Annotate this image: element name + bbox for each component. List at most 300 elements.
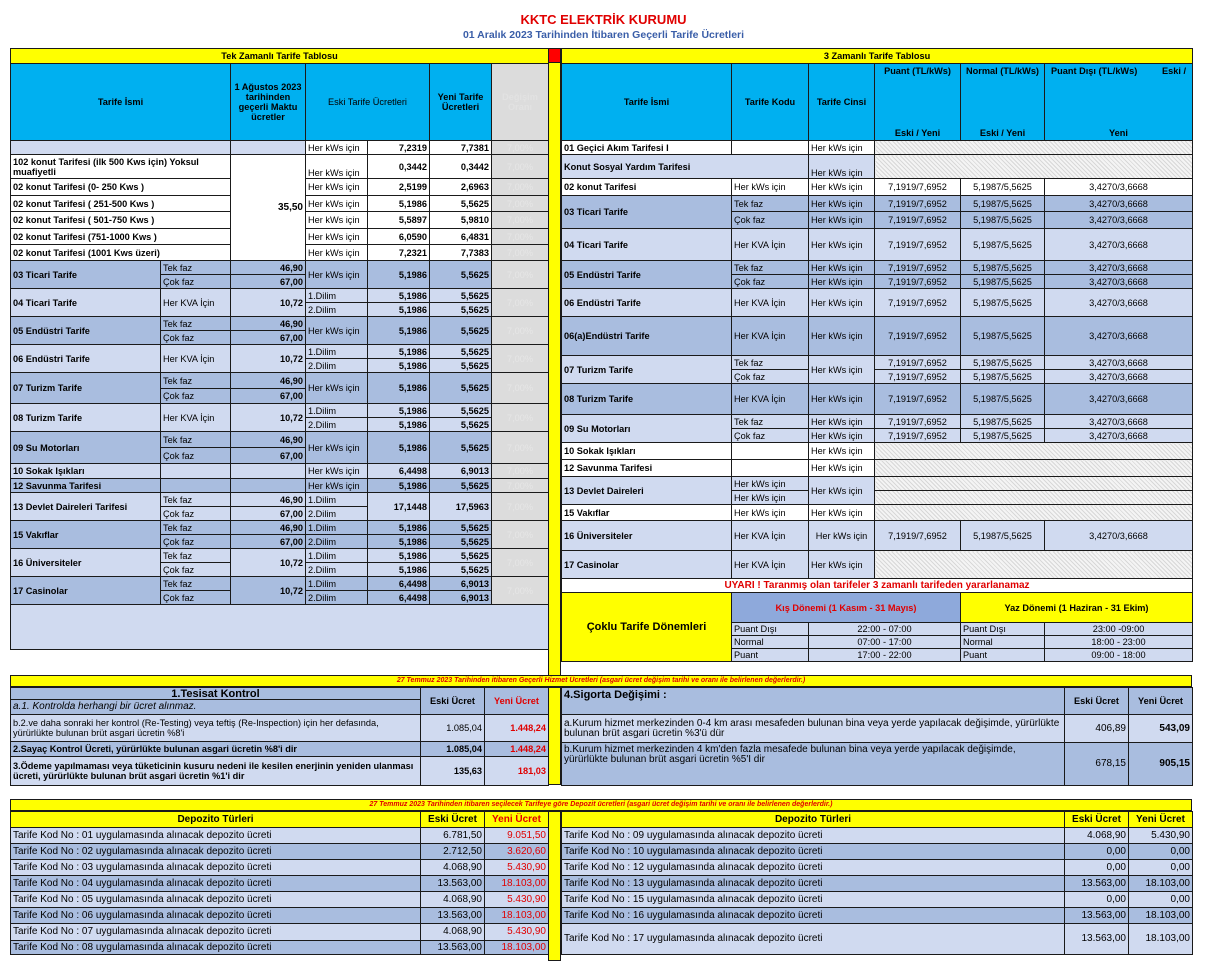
divider-marker <box>548 48 561 63</box>
new-fee: 3.620,60 <box>485 844 549 860</box>
tariff-name: 06(a)Endüstri Tarife <box>562 317 732 356</box>
new-value: 6,9013 <box>430 591 492 605</box>
unit: Her kWs için <box>306 196 368 212</box>
phase: Çok faz <box>161 389 231 404</box>
winter-period-time: 17:00 - 22:00 <box>809 649 961 662</box>
old-value: 5,1986 <box>368 373 430 404</box>
tier: 2.Dilim <box>306 418 368 432</box>
fuse-change-table <box>561 687 1193 786</box>
normal-value: 5,1987/5,5625 <box>961 317 1045 356</box>
tariff-name: 07 Turizm Tarife <box>11 373 161 404</box>
service-note: 27 Temmuz 2023 Tarihinden itibaren Geçerli Hizmet Ücretleri (asgari ücret değişim tarihi ve oranı ile belirlenen değerlerdir.) <box>10 675 1192 687</box>
fixed-fee: 35,50 <box>231 155 306 261</box>
ghost-cell: 7,00% <box>492 373 549 404</box>
old-value: 5,1986 <box>368 261 430 289</box>
deposit-note: 27 Temmuz 2023 Tarihinden itibaren seçilecek Tarifeye göre Depozit ücretleri (asgari ücret değişim tarihi ve oranı ile belirlenen değerlerdir.) <box>10 799 1192 811</box>
deposit-name: Tarife Kod No : 03 uygulamasında alınacak depozito ücreti <box>11 860 421 876</box>
old-value: 6,4498 <box>368 591 430 605</box>
ghost-cell: 7,00% <box>492 549 549 577</box>
blank <box>11 605 549 650</box>
unit: Her kWs için <box>809 356 875 384</box>
unit: Her KVA İçin <box>732 229 809 261</box>
new-fee: 18.103,00 <box>1129 908 1193 924</box>
col-header-normal <box>961 64 1045 141</box>
col-new: Yeni Ücret <box>1129 688 1193 715</box>
old-value: 2,5199 <box>368 179 430 196</box>
new-value: 5,5625 <box>430 303 492 317</box>
fixed-fee: 67,00 <box>231 535 306 549</box>
fixed-fee: 10,72 <box>231 549 306 577</box>
old-value: 6,0590 <box>368 229 430 245</box>
phase: Çok faz <box>161 331 231 345</box>
new-value: 0,3442 <box>430 155 492 179</box>
fixed-fee: 46,90 <box>231 521 306 535</box>
col-header-name: Tarife İsmi <box>562 64 732 141</box>
unit: Her kWs için <box>306 179 368 196</box>
fixed-fee: 10,72 <box>231 289 306 317</box>
old-new-label: Eski / Yeni <box>979 128 1026 138</box>
ghost-cell: 7,00% <box>492 289 549 317</box>
unit: Her kWs için <box>306 432 368 464</box>
single-table-title: Tek Zamanlı Tarife Tablosu <box>11 49 549 64</box>
normal-value: 5,1987/5,5625 <box>961 196 1045 212</box>
unit: Her kWs için <box>306 212 368 229</box>
offpeak-value: 3,4270/3,6668 <box>1045 196 1193 212</box>
warning-text: UYARI ! Taranmış olan tarifeler 3 zamanlı tarifeden yararlanamaz <box>562 579 1193 593</box>
hatched-cell <box>875 141 1193 155</box>
puant-value: 7,1919/7,6952 <box>875 415 961 429</box>
fixed-fee: 10,72 <box>231 577 306 605</box>
col-old: Eski Ücret <box>421 812 485 828</box>
unit: Her KVA İçin <box>732 289 809 317</box>
phase: Çok faz <box>161 507 231 521</box>
new-value: 17,5963 <box>430 493 492 521</box>
hatched-cell <box>875 551 1193 579</box>
offpeak-value: 3,4270/3,6668 <box>1045 429 1193 443</box>
old-fee: 135,63 <box>421 757 485 786</box>
tier: 1.Dilim <box>306 289 368 303</box>
tier: 2.Dilim <box>306 303 368 317</box>
tariff-name: 05 Endüstri Tarife <box>562 261 732 289</box>
deposit-name: Tarife Kod No : 06 uygulamasında alınacak depozito ücreti <box>11 908 421 924</box>
ghost-cell: 7,00% <box>492 155 549 179</box>
phase: Tek faz <box>161 521 231 535</box>
fixed-fee: 10,72 <box>231 345 306 373</box>
tariff-name: 10 Sokak Işıkları <box>562 443 732 460</box>
offpeak-value: 3,4270/3,6668 <box>1045 179 1193 196</box>
new-value: 5,5625 <box>430 432 492 464</box>
phase: Tek faz <box>161 261 231 275</box>
fixed-fee: 67,00 <box>231 507 306 521</box>
old-value: 5,1986 <box>368 549 430 563</box>
old-value: 5,1986 <box>368 521 430 535</box>
tariff-name: 02 konut Tarifesi (0- 250 Kws ) <box>11 179 231 196</box>
unit: Her kWs için <box>306 245 368 261</box>
phase: Tek faz <box>161 373 231 389</box>
offpeak-value: 3,4270/3,6668 <box>1045 261 1193 275</box>
normal-value: 5,1987/5,5625 <box>961 356 1045 370</box>
deposit-table-right <box>561 811 1193 955</box>
fixed-fee: 67,00 <box>231 389 306 404</box>
new-fee: 5.430,90 <box>1129 828 1193 844</box>
phase: Çok faz <box>161 275 231 289</box>
deposit-name: Tarife Kod No : 08 uygulamasında alınacak depozito ücreti <box>11 941 421 955</box>
hatched-cell <box>875 477 1193 491</box>
winter-period-label: Puant <box>732 649 809 662</box>
old-value: 5,1986 <box>368 317 430 345</box>
new-value: 6,4831 <box>430 229 492 245</box>
ghost-cell: 7,00% <box>492 493 549 521</box>
ghost-cell: 7,00% <box>492 141 549 155</box>
col-header-puant <box>875 64 961 141</box>
winter-period-time: 07:00 - 17:00 <box>809 636 961 649</box>
triple-tariff-table <box>561 48 1193 662</box>
old-fee: 13.563,00 <box>1065 908 1129 924</box>
tariff-name: 08 Turizm Tarife <box>562 384 732 415</box>
col-new: Yeni Ücret <box>485 688 549 715</box>
puant-value: 7,1919/7,6952 <box>875 212 961 229</box>
tariff-name: 01 Geçici Akım Tarifesi I <box>562 141 732 155</box>
fixed-fee: 67,00 <box>231 275 306 289</box>
deposit-name: Tarife Kod No : 16 uygulamasında alınacak depozito ücreti <box>562 908 1065 924</box>
ghost-cell: 7,00% <box>492 317 549 345</box>
periods-title: Çoklu Tarife Dönemleri <box>562 593 732 662</box>
item-4b: b.Kurum hizmet merkezinden 4 km'den fazla mesafede bulunan bina veya yerde yapılacak değişimde, yürürlükte bulunan brüt asgari ücretin %5'I dir <box>562 743 1065 786</box>
tariff-name: 16 Üniversiteler <box>11 549 161 577</box>
new-fee: 905,15 <box>1129 743 1193 786</box>
unit: Her kWs için <box>809 415 875 429</box>
tariff-name: 08 Turizm Tarife <box>11 404 161 432</box>
old-value: 5,1986 <box>368 359 430 373</box>
phase: Tek faz <box>161 549 231 563</box>
col-new: Yeni Ücret <box>485 812 549 828</box>
old-fee: 0,00 <box>1065 892 1129 908</box>
old-value: 5,5897 <box>368 212 430 229</box>
old-fee: 1.085,04 <box>421 742 485 757</box>
fixed-fee: 67,00 <box>231 448 306 464</box>
blank <box>231 141 306 155</box>
tariff-name: 02 konut Tarifesi ( 501-750 Kws ) <box>11 212 231 229</box>
fixed-fee: 46,90 <box>231 261 306 275</box>
new-label: Yeni <box>1109 128 1128 138</box>
offpeak-value: 3,4270/3,6668 <box>1045 384 1193 415</box>
tariff-name: Konut Sosyal Yardım Tarifesi <box>562 155 809 179</box>
new-fee: 0,00 <box>1129 860 1193 876</box>
ghost-cell: 7,00% <box>492 345 549 373</box>
unit: Her kWs için <box>809 384 875 415</box>
tier: 1.Dilim <box>306 577 368 591</box>
new-value: 5,5625 <box>430 549 492 563</box>
deposit-name: Tarife Kod No : 01 uygulamasında alınacak depozito ücreti <box>11 828 421 844</box>
tariff-name: 09 Su Motorları <box>11 432 161 464</box>
unit: Her KVA İçin <box>732 317 809 356</box>
unit: Her kWs için <box>809 261 875 275</box>
summer-period-label: Puant Dışı <box>961 623 1045 636</box>
col-new: Yeni Ücret <box>1129 812 1193 828</box>
new-value: 5,9810 <box>430 212 492 229</box>
new-value: 5,5625 <box>430 317 492 345</box>
blank <box>732 141 809 155</box>
unit: Her kWs için <box>809 551 875 579</box>
puant-value: 7,1919/7,6952 <box>875 429 961 443</box>
tier: 1.Dilim <box>306 345 368 359</box>
puant-value: 7,1919/7,6952 <box>875 370 961 384</box>
installation-control-table <box>10 687 549 786</box>
ghost-cell: 7,00% <box>492 212 549 229</box>
page-subtitle: 01 Aralık 2023 Tarihinden İtibaren Geçerli Tarife Ücretleri <box>462 29 745 41</box>
tariff-name: 02 konut Tarifesi <box>562 179 732 196</box>
tariff-name: 07 Turizm Tarife <box>562 356 732 384</box>
new-fee: 5.430,90 <box>485 892 549 908</box>
unit: Her kWs için <box>809 212 875 229</box>
offpeak-value: 3,4270/3,6668 <box>1045 229 1193 261</box>
hatched-cell <box>875 460 1193 477</box>
item-3: 3.Ödeme yapılmaması veya tüketicinin kusuru nedeni ile kesilen enerjinin yeniden ulanması ücreti, yürürlükte bulunan brüt asgari ücretin %1'i dir <box>11 757 421 786</box>
old-label: Eski / <box>1162 66 1187 76</box>
normal-value: 5,1987/5,5625 <box>961 415 1045 429</box>
old-fee: 0,00 <box>1065 844 1129 860</box>
offpeak-value: 3,4270/3,6668 <box>1045 370 1193 384</box>
unit: Her kWs için <box>809 289 875 317</box>
new-value: 5,5625 <box>430 373 492 404</box>
unit: Her kWs için <box>809 521 875 551</box>
col-header-type: Tarife Cinsi <box>809 64 875 141</box>
offpeak-value: 3,4270/3,6668 <box>1045 521 1193 551</box>
offpeak-value: 3,4270/3,6668 <box>1045 356 1193 370</box>
winter-period-label: Puant Dışı <box>732 623 809 636</box>
fixed-fee: 46,90 <box>231 432 306 448</box>
unit: Her kWs için <box>306 464 368 479</box>
fixed-fee: 46,90 <box>231 373 306 389</box>
tariff-name: 12 Savunma Tarifesi <box>562 460 732 477</box>
normal-value: 5,1987/5,5625 <box>961 384 1045 415</box>
column-divider <box>548 811 561 961</box>
old-fee: 6.781,50 <box>421 828 485 844</box>
new-value: 6,9013 <box>430 464 492 479</box>
new-fee: 0,00 <box>1129 844 1193 860</box>
winter-period-time: 22:00 - 07:00 <box>809 623 961 636</box>
puant-label: Puant (TL/kWs) <box>884 66 951 76</box>
col-old: Eski Ücret <box>421 688 485 715</box>
tier: 2.Dilim <box>306 535 368 549</box>
new-value: 6,9013 <box>430 577 492 591</box>
unit: Her kWs için <box>809 275 875 289</box>
item-b2: b.2.ve daha sonraki her kontrol (Re-Testing) veya teftiş (Re-Inspection) için her defasında, yürürlükte bulunan brüt asgari ücretin %8'i <box>11 715 421 742</box>
tariff-name: 13 Devlet Daireleri <box>562 477 732 505</box>
old-value: 5,1986 <box>368 432 430 464</box>
old-fee: 0,00 <box>1065 860 1129 876</box>
new-fee: 1.448,24 <box>485 715 549 742</box>
normal-value: 5,1987/5,5625 <box>961 261 1045 275</box>
old-value: 5,1986 <box>368 303 430 317</box>
normal-value: 5,1987/5,5625 <box>961 429 1045 443</box>
phase: Tek faz <box>161 493 231 507</box>
tariff-name: 06 Endüstri Tarife <box>11 345 161 373</box>
item-4a: a.Kurum hizmet merkezinden 0-4 km arası mesafeden bulunan bina veya yerde yapılacak değişimde, yürürlükte bulunan brüt asgari ücretin %3'ü dür <box>562 715 1065 743</box>
ghost-cell: 7,00% <box>492 196 549 212</box>
blank <box>161 479 231 493</box>
ghost-cell: 7,00% <box>492 521 549 549</box>
new-fee: 9.051,50 <box>485 828 549 844</box>
old-fee: 1.085,04 <box>421 715 485 742</box>
old-value: 5,1986 <box>368 345 430 359</box>
puant-value: 7,1919/7,6952 <box>875 356 961 370</box>
hatched-cell <box>875 155 1193 179</box>
puant-value: 7,1919/7,6952 <box>875 275 961 289</box>
deposit-name: Tarife Kod No : 10 uygulamasında alınacak depozito ücreti <box>562 844 1065 860</box>
unit: Her KVA İçin <box>161 404 231 432</box>
unit: Her kWs için <box>809 443 875 460</box>
col-header-old: Eski Tarife Ücretleri <box>306 64 430 141</box>
unit: Her kWs için <box>809 317 875 356</box>
new-value: 5,5625 <box>430 479 492 493</box>
page-title: KKTC ELEKTRİK KURUMU <box>520 12 687 27</box>
col-header-ghost: Değişim Oranı <box>492 64 549 141</box>
ghost-cell: 7,00% <box>492 179 549 196</box>
tariff-name: 05 Endüstri Tarife <box>11 317 161 345</box>
deposit-table-left <box>10 811 549 955</box>
old-fee: 13.563,00 <box>421 876 485 892</box>
new-value: 5,5625 <box>430 196 492 212</box>
old-value: 7,2319 <box>368 141 430 155</box>
new-fee: 18.103,00 <box>485 941 549 955</box>
new-fee: 18.103,00 <box>1129 876 1193 892</box>
unit: Her KVA İçin <box>161 345 231 373</box>
old-value: 5,1986 <box>368 563 430 577</box>
phase: Tek faz <box>161 577 231 591</box>
ghost-cell: 7,00% <box>492 229 549 245</box>
puant-value: 7,1919/7,6952 <box>875 521 961 551</box>
unit: Her kWs için <box>306 261 368 289</box>
fixed-fee: 67,00 <box>231 331 306 345</box>
old-new-label: Eski / Yeni <box>894 128 941 138</box>
unit: Her kWs için <box>809 179 875 196</box>
deposit-name: Tarife Kod No : 17 uygulamasında alınacak depozito ücreti <box>562 924 1065 955</box>
normal-value: 5,1987/5,5625 <box>961 289 1045 317</box>
column-divider <box>548 48 561 676</box>
old-value: 6,4498 <box>368 464 430 479</box>
phase: Tek faz <box>732 415 809 429</box>
old-value: 5,1986 <box>368 289 430 303</box>
unit: Her KVA İçin <box>732 551 809 579</box>
unit: Her kWs için <box>809 196 875 212</box>
puant-value: 7,1919/7,6952 <box>875 289 961 317</box>
summer-period-label: Puant <box>961 649 1045 662</box>
deposit-name: Tarife Kod No : 04 uygulamasında alınacak depozito ücreti <box>11 876 421 892</box>
unit: Her KVA İçin <box>732 384 809 415</box>
new-value: 7,7383 <box>430 245 492 261</box>
winter-title: Kış Dönemi (1 Kasım - 31 Mayıs) <box>732 593 961 623</box>
tariff-name: 03 Ticari Tarife <box>11 261 161 289</box>
new-value: 5,5625 <box>430 289 492 303</box>
unit: Her kWs için <box>732 179 809 196</box>
new-value: 5,5625 <box>430 563 492 577</box>
old-fee: 406,89 <box>1065 715 1129 743</box>
section-title: 1.Tesisat Kontrol <box>11 688 421 700</box>
col-header-code: Tarife Kodu <box>732 64 809 141</box>
new-fee: 0,00 <box>1129 892 1193 908</box>
puant-value: 7,1919/7,6952 <box>875 317 961 356</box>
hatched-cell <box>875 491 1193 505</box>
summer-title: Yaz Dönemi (1 Haziran - 31 Ekim) <box>961 593 1193 623</box>
puant-value: 7,1919/7,6952 <box>875 261 961 275</box>
tier: 1.Dilim <box>306 521 368 535</box>
blank <box>732 460 809 477</box>
column-divider <box>548 687 561 785</box>
col-header-fixed: 1 Ağustos 2023 tarihinden geçerli Maktu ücretler <box>231 64 306 141</box>
summer-period-time: 23:00 -09:00 <box>1045 623 1193 636</box>
unit: Her kWs için <box>306 141 368 155</box>
unit: Her kWs için <box>732 505 809 521</box>
ghost-cell: 7,00% <box>492 464 549 479</box>
deposit-name: Tarife Kod No : 15 uygulamasında alınacak depozito ücreti <box>562 892 1065 908</box>
old-value: 0,3442 <box>368 155 430 179</box>
deposit-name: Tarife Kod No : 09 uygulamasında alınacak depozito ücreti <box>562 828 1065 844</box>
col-header-offpeak <box>1045 64 1193 141</box>
old-value: 5,1986 <box>368 535 430 549</box>
tariff-name: 03 Ticari Tarife <box>562 196 732 229</box>
puant-value: 7,1919/7,6952 <box>875 196 961 212</box>
triple-table-title: 3 Zamanlı Tarife Tablosu <box>562 49 1193 64</box>
tariff-name: 02 konut Tarifesi (751-1000 Kws ) <box>11 229 231 245</box>
tariff-name: 02 konut Tarifesi ( 251-500 Kws ) <box>11 196 231 212</box>
unit: Her KVA İçin <box>161 289 231 317</box>
unit: Her kWs için <box>306 317 368 345</box>
old-value: 17,1448 <box>368 493 430 521</box>
offpeak-value: 3,4270/3,6668 <box>1045 317 1193 356</box>
ghost-cell: 7,00% <box>492 479 549 493</box>
summer-period-label: Normal <box>961 636 1045 649</box>
tariff-name: 06 Endüstri Tarife <box>562 289 732 317</box>
col-header-type: Depozito Türleri <box>11 812 421 828</box>
tariff-name: 15 Vakıflar <box>11 521 161 549</box>
new-fee: 5.430,90 <box>485 924 549 941</box>
tier: 2.Dilim <box>306 563 368 577</box>
deposit-name: Tarife Kod No : 05 uygulamasında alınacak depozito ücreti <box>11 892 421 908</box>
phase: Çok faz <box>161 563 231 577</box>
tariff-name: 17 Casinolar <box>11 577 161 605</box>
col-header-type: Depozito Türleri <box>562 812 1065 828</box>
deposit-name: Tarife Kod No : 13 uygulamasında alınacak depozito ücreti <box>562 876 1065 892</box>
offpeak-value: 3,4270/3,6668 <box>1045 289 1193 317</box>
tier: 1.Dilim <box>306 549 368 563</box>
unit: Her KVA İçin <box>732 521 809 551</box>
phase: Çok faz <box>732 212 809 229</box>
offpeak-label: Puant Dışı (TL/kWs) <box>1051 66 1138 76</box>
old-fee: 678,15 <box>1065 743 1129 786</box>
old-value: 5,1986 <box>368 479 430 493</box>
phase: Çok faz <box>161 591 231 605</box>
item-2: 2.Sayaç Kontrol Ücreti, yürürlükte bulunan asgari ücretin %8'i dir <box>11 742 421 757</box>
old-value: 5,1986 <box>368 418 430 432</box>
new-value: 5,5625 <box>430 359 492 373</box>
puant-value: 7,1919/7,6952 <box>875 229 961 261</box>
phase: Çok faz <box>732 370 809 384</box>
old-value: 6,4498 <box>368 577 430 591</box>
tier: 2.Dilim <box>306 507 368 521</box>
summer-period-time: 09:00 - 18:00 <box>1045 649 1193 662</box>
col-old: Eski Ücret <box>1065 812 1129 828</box>
offpeak-value: 3,4270/3,6668 <box>1045 212 1193 229</box>
deposit-name: Tarife Kod No : 02 uygulamasında alınacak depozito ücreti <box>11 844 421 860</box>
old-fee: 13.563,00 <box>421 908 485 924</box>
old-fee: 4.068,90 <box>421 924 485 941</box>
unit: Her kWs için <box>809 505 875 521</box>
phase: Tek faz <box>732 261 809 275</box>
fixed-fee: 10,72 <box>231 404 306 432</box>
unit: Her kWs için <box>809 429 875 443</box>
ghost-cell: 7,00% <box>492 432 549 464</box>
